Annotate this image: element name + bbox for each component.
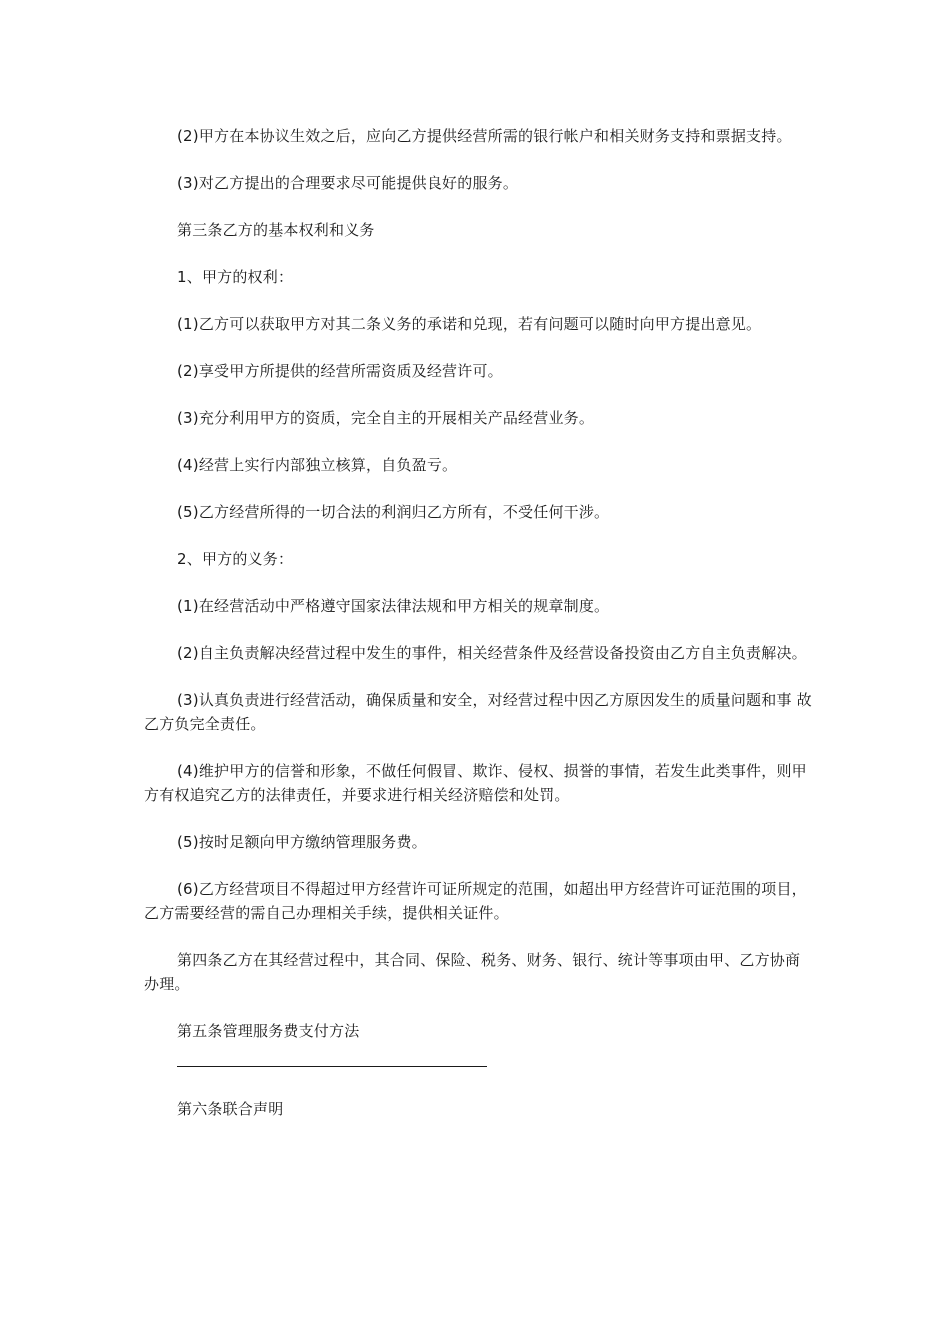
paragraph-right-2: (2)享受甲方所提供的经营所需资质及经营许可。 xyxy=(177,362,503,380)
paragraph-obligation-2: (2)自主负责解决经营过程中发生的事件，相关经营条件及经营设备投资由乙方自主负责解决。 xyxy=(177,644,807,662)
fill-in-blank-line xyxy=(177,1066,487,1067)
paragraph-right-4: (4)经营上实行内部独立核算，自负盈亏。 xyxy=(177,456,458,474)
section-article-4: 第四条乙方在其经营过程中，其合同、保险、税务、财务、银行、统计等事项由甲、乙方协商办理。 xyxy=(144,951,801,993)
section-heading-article-3: 第三条乙方的基本权利和义务 xyxy=(177,221,375,239)
paragraph-obligation-4: (4)维护甲方的信誉和形象，不做任何假冒、欺诈、侵权、损誉的事情，若发生此类事件，则甲方有权追究乙方的法律责任，并要求进行相关经济赔偿和处罚。 xyxy=(144,762,807,804)
paragraph-right-1: (1)乙方可以获取甲方对其二条义务的承诺和兑现，若有问题可以随时向甲方提出意见。 xyxy=(177,315,762,333)
section-heading-article-6: 第六条联合声明 xyxy=(177,1100,284,1118)
paragraph-right-3: (3)充分利用甲方的资质，完全自主的开展相关产品经营业务。 xyxy=(177,409,595,427)
subheading-rights: 1、甲方的权利： xyxy=(177,268,294,286)
paragraph-obligation-6: (6)乙方经营项目不得超过甲方经营许可证所规定的范围，如超出甲方经营许可证范围的项目，乙方需要经营的需自己办理相关手续，提供相关证件。 xyxy=(144,880,807,922)
paragraph-obligation-5: (5)按时足额向甲方缴纳管理服务费。 xyxy=(177,833,427,851)
paragraph-obligation-1: (1)在经营活动中严格遵守国家法律法规和甲方相关的规章制度。 xyxy=(177,597,610,615)
subheading-obligations: 2、甲方的义务： xyxy=(177,550,294,568)
section-heading-article-5: 第五条管理服务费支付方法 xyxy=(177,1022,360,1040)
paragraph-right-5: (5)乙方经营所得的一切合法的利润归乙方所有，不受任何干涉。 xyxy=(177,503,610,521)
paragraph-provide-bank-account: (2)甲方在本协议生效之后，应向乙方提供经营所需的银行帐户和相关财务支持和票据支持。 xyxy=(177,127,792,145)
paragraph-good-service: (3)对乙方提出的合理要求尽可能提供良好的服务。 xyxy=(177,174,519,192)
paragraph-obligation-3: (3)认真负责进行经营活动，确保质量和安全，对经营过程中因乙方原因发生的质量问题和事 故乙方负完全责任。 xyxy=(144,691,812,733)
document-body xyxy=(144,124,814,1144)
